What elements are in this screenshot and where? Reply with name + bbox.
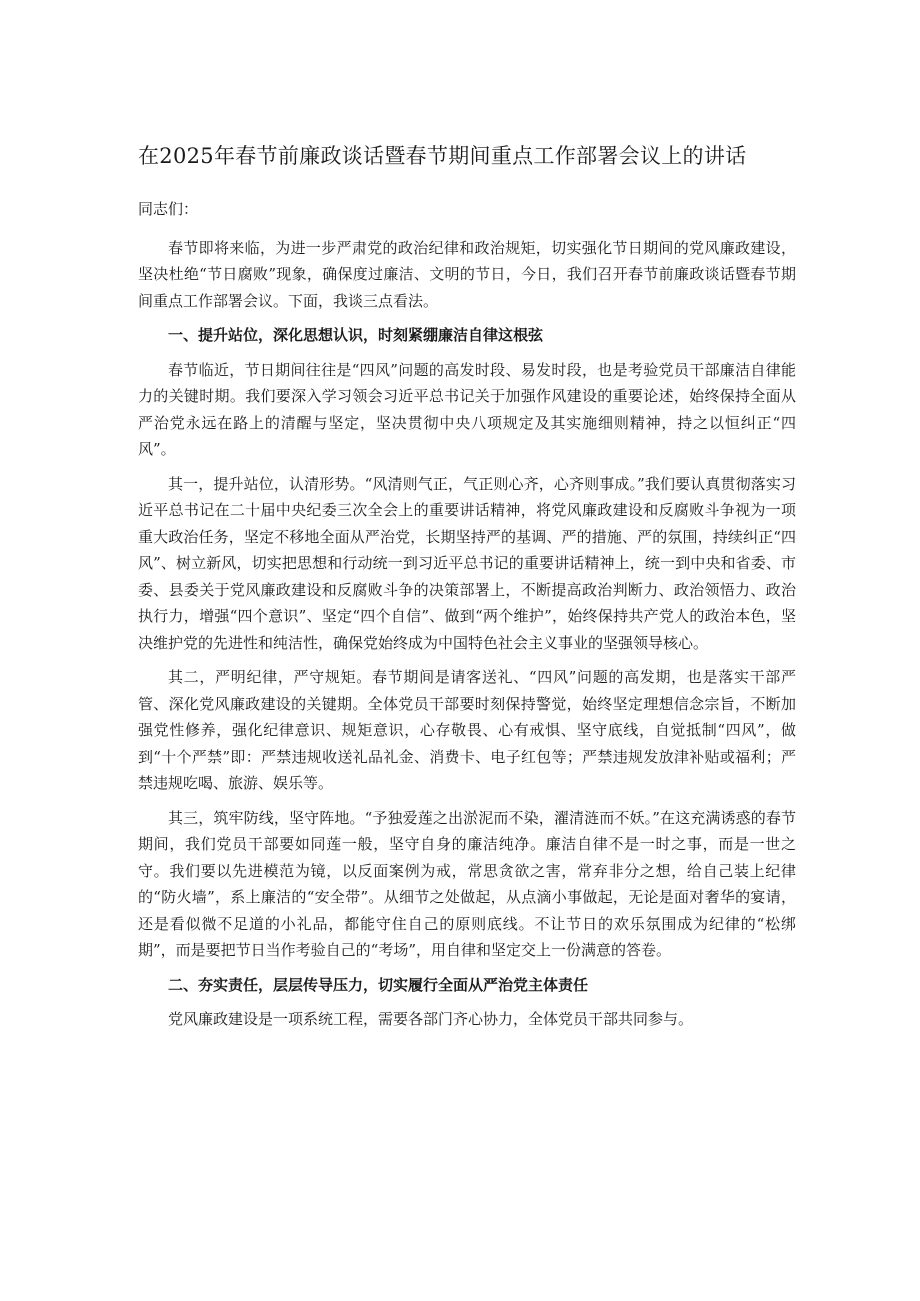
paragraph: 春节临近，节日期间往往是“四风”问题的高发时段、易发时段，也是考验党员干部廉洁自律能力的关键时期。我们要深入学习领会习近平总书记关于加强作风建设的重要论述，始终保持全面从严治党永远在路上的清醒与坚定，坚决贯彻中央八项规定及其实施细则精神，持之以恒纠正“四风”。: [138, 360, 796, 458]
paragraph-intro: 春节即将来临，为进一步严肃党的政治纪律和政治规矩，切实强化节日期间的党风廉政建设，坚决杜绝“节日腐败”现象，确保度过廉洁、文明的节日，今日，我们召开春节前廉政谈话暨春节期间重点工作部署会议。下面，我谈三点看法。: [138, 238, 796, 310]
document-title: 在2025年春节前廉政谈话暨春节期间重点工作部署会议上的讲话: [138, 144, 747, 168]
section-heading-1: 一、提升站位，深化思想认识，时刻紧绷廉洁自律这根弦: [168, 326, 544, 344]
paragraph: 其二，严明纪律，严守规矩。春节期间是请客送礼、“四风”问题的高发期，也是落实干部严管、深化党风廉政建设的关键期。全体党员干部要时刻保持警觉，始终坚定理想信念宗旨，不断加强党性修养，强化纪律意识、规矩意识，心存敬畏、心有戒惧、坚守底线，自觉抵制“四风”，做到“十个严禁”即：严禁违规收送礼品礼金、消费卡、电子红包等；严禁违规发放津补贴或福利；严禁违规吃喝、旅游、娱乐等。: [138, 668, 796, 792]
salutation: 同志们：: [138, 200, 199, 218]
paragraph: 党风廉政建设是一项系统工程，需要各部门齐心协力，全体党员干部共同参与。: [168, 1010, 694, 1028]
paragraph: 其三，筑牢防线，坚守阵地。“予独爱莲之出淤泥而不染，濯清涟而不妖。”在这充满诱惑的春节期间，我们党员干部要如同莲一般，坚守自身的廉洁纯净。廉洁自律不是一时之事，而是一世之守。我们要以先进模范为镜，以反面案例为戒，常思贪欲之害，常弃非分之想，给自己装上纪律的“防火墙”，系上廉洁的“安全带”。从细节之处做起，从点滴小事做起，无论是面对奢华的宴请，还是看似微不足道的小礼品，都能守住自己的原则底线。不让节日的欢乐氛围成为纪律的“松绑期”，而是要把节日当作考验自己的“考场”，用自律和坚定交上一份满意的答卷。: [138, 808, 796, 959]
section-heading-2: 二、夯实责任，层层传导压力，切实履行全面从严治党主体责任: [168, 975, 589, 994]
paragraph: 其一，提升站位，认清形势。“风清则气正，气正则心齐，心齐则事成。”我们要认真贯彻落实习近平总书记在二十届中央纪委三次全会上的重要讲话精神，将党风廉政建设和反腐败斗争视为一项重大政治任务，坚定不移地全面从严治党，长期坚持严的基调、严的措施、严的氛围，持续纠正“四风”、树立新风，切实把思想和行动统一到习近平总书记的重要讲话精神上，统一到中央和省委、市委、县委关于党风廉政建设和反腐败斗争的决策部署上，不断提高政治判断力、政治领悟力、政治执行力，增强“四个意识”、坚定“四个自信”、做到“两个维护”，始终保持共产党人的政治本色，坚决维护党的先进性和纯洁性，确保党始终成为中国特色社会主义事业的坚强领导核心。: [138, 474, 796, 652]
document-body: [138, 196, 796, 1041]
